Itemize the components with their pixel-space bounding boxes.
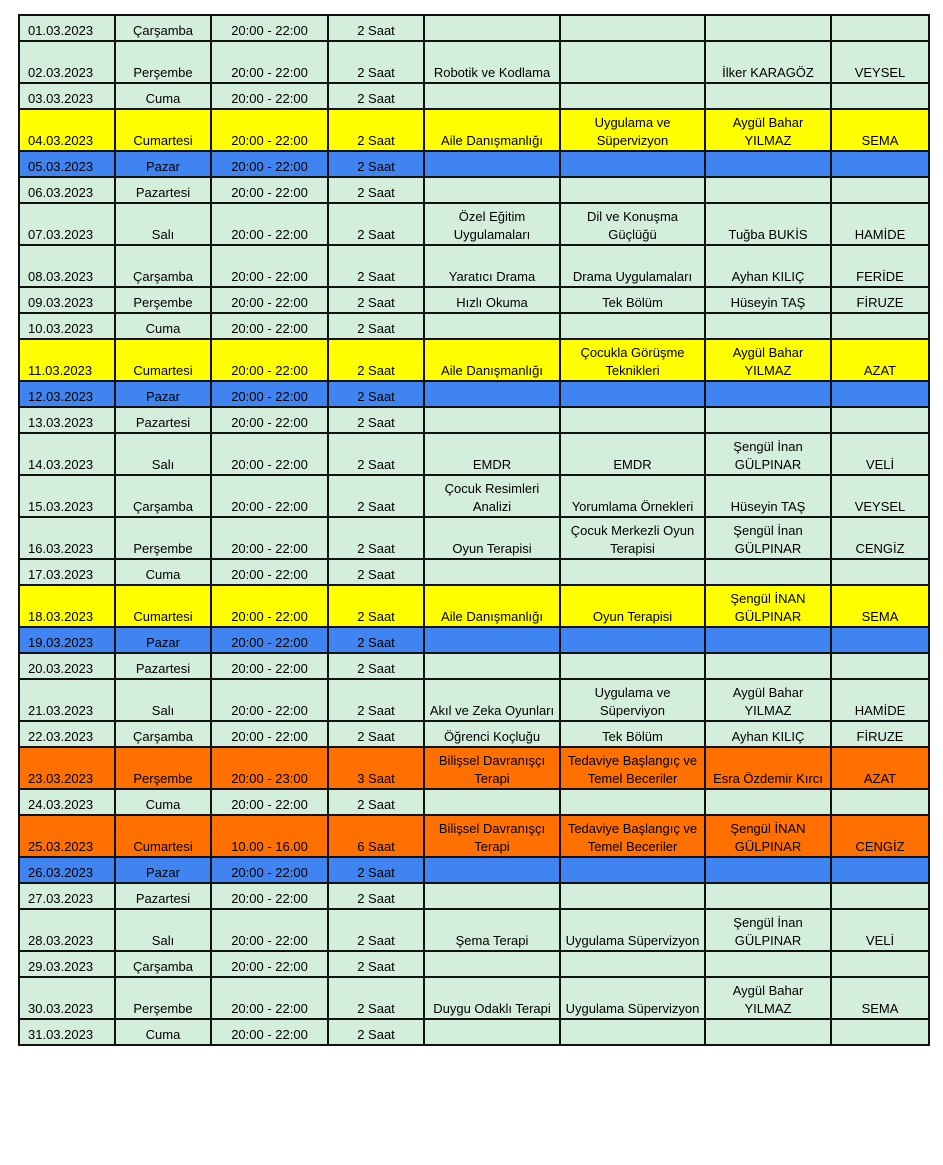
group-cell: SEMA — [831, 109, 929, 151]
table-row — [19, 433, 929, 475]
time-cell: 20:00 - 22:00 — [211, 951, 328, 977]
table-row — [19, 109, 929, 151]
date-cell: 24.03.2023 — [19, 789, 115, 815]
topic-cell: Aile Danışmanlığı — [424, 109, 560, 151]
trainer-cell: Şengül İNAN GÜLPINAR — [705, 815, 831, 857]
table-row — [19, 815, 929, 857]
date-cell: 20.03.2023 — [19, 653, 115, 679]
group-cell — [831, 951, 929, 977]
day-cell: Perşembe — [115, 287, 211, 313]
trainer-cell: Esra Özdemir Kırcı — [705, 747, 831, 789]
table-row — [19, 1019, 929, 1045]
topic-cell — [424, 15, 560, 41]
group-cell — [831, 653, 929, 679]
time-cell: 20:00 - 22:00 — [211, 517, 328, 559]
topic-cell: EMDR — [424, 433, 560, 475]
table-row — [19, 475, 929, 517]
time-cell: 20:00 - 22:00 — [211, 339, 328, 381]
table-row — [19, 177, 929, 203]
table-row — [19, 313, 929, 339]
subtopic-cell — [560, 381, 705, 407]
time-cell: 20:00 - 22:00 — [211, 653, 328, 679]
duration-cell: 2 Saat — [328, 679, 424, 721]
duration-cell: 2 Saat — [328, 151, 424, 177]
time-cell: 20:00 - 22:00 — [211, 679, 328, 721]
day-cell: Pazartesi — [115, 653, 211, 679]
topic-cell: Yaratıcı Drama — [424, 245, 560, 287]
topic-cell: Akıl ve Zeka Oyunları — [424, 679, 560, 721]
duration-cell: 2 Saat — [328, 721, 424, 747]
group-cell: CENGİZ — [831, 815, 929, 857]
date-cell: 05.03.2023 — [19, 151, 115, 177]
date-cell: 07.03.2023 — [19, 203, 115, 245]
date-cell: 22.03.2023 — [19, 721, 115, 747]
day-cell: Pazartesi — [115, 883, 211, 909]
day-cell: Çarşamba — [115, 475, 211, 517]
day-cell: Cumartesi — [115, 815, 211, 857]
day-cell: Perşembe — [115, 747, 211, 789]
trainer-cell — [705, 883, 831, 909]
subtopic-cell — [560, 653, 705, 679]
trainer-cell — [705, 857, 831, 883]
topic-cell — [424, 83, 560, 109]
date-cell: 27.03.2023 — [19, 883, 115, 909]
group-cell: VEYSEL — [831, 41, 929, 83]
subtopic-cell: Uygulama Süpervizyon — [560, 909, 705, 951]
date-cell: 03.03.2023 — [19, 83, 115, 109]
time-cell: 20:00 - 22:00 — [211, 475, 328, 517]
day-cell: Pazar — [115, 381, 211, 407]
table-row — [19, 721, 929, 747]
topic-cell: Aile Danışmanlığı — [424, 339, 560, 381]
date-cell: 26.03.2023 — [19, 857, 115, 883]
trainer-cell — [705, 653, 831, 679]
topic-cell — [424, 883, 560, 909]
duration-cell: 2 Saat — [328, 339, 424, 381]
topic-cell: Özel Eğitim Uygulamaları — [424, 203, 560, 245]
day-cell: Salı — [115, 433, 211, 475]
trainer-cell — [705, 177, 831, 203]
table-row — [19, 653, 929, 679]
time-cell: 20:00 - 22:00 — [211, 41, 328, 83]
time-cell: 20:00 - 23:00 — [211, 747, 328, 789]
time-cell: 20:00 - 22:00 — [211, 203, 328, 245]
subtopic-cell — [560, 83, 705, 109]
duration-cell: 2 Saat — [328, 1019, 424, 1045]
date-cell: 28.03.2023 — [19, 909, 115, 951]
group-cell — [831, 857, 929, 883]
time-cell: 20:00 - 22:00 — [211, 15, 328, 41]
day-cell: Cuma — [115, 313, 211, 339]
table-row — [19, 41, 929, 83]
date-cell: 23.03.2023 — [19, 747, 115, 789]
day-cell: Salı — [115, 909, 211, 951]
subtopic-cell — [560, 857, 705, 883]
topic-cell: Aile Danışmanlığı — [424, 585, 560, 627]
trainer-cell: Ayhan KILIÇ — [705, 721, 831, 747]
date-cell: 04.03.2023 — [19, 109, 115, 151]
trainer-cell: Aygül Bahar YILMAZ — [705, 109, 831, 151]
trainer-cell — [705, 83, 831, 109]
table-row — [19, 245, 929, 287]
group-cell — [831, 627, 929, 653]
time-cell: 20:00 - 22:00 — [211, 909, 328, 951]
date-cell: 21.03.2023 — [19, 679, 115, 721]
trainer-cell — [705, 407, 831, 433]
topic-cell: Çocuk Resimleri Analizi — [424, 475, 560, 517]
duration-cell: 2 Saat — [328, 789, 424, 815]
topic-cell — [424, 653, 560, 679]
trainer-cell: Tuğba BUKİS — [705, 203, 831, 245]
group-cell: HAMİDE — [831, 203, 929, 245]
topic-cell — [424, 381, 560, 407]
duration-cell: 2 Saat — [328, 883, 424, 909]
subtopic-cell: Oyun Terapisi — [560, 585, 705, 627]
day-cell: Cuma — [115, 559, 211, 585]
group-cell: VELİ — [831, 433, 929, 475]
subtopic-cell: Uygulama Süpervizyon — [560, 977, 705, 1019]
time-cell: 20:00 - 22:00 — [211, 245, 328, 287]
date-cell: 02.03.2023 — [19, 41, 115, 83]
time-cell: 20:00 - 22:00 — [211, 857, 328, 883]
day-cell: Perşembe — [115, 977, 211, 1019]
topic-cell: Bilişsel Davranışçı Terapi — [424, 747, 560, 789]
day-cell: Çarşamba — [115, 245, 211, 287]
day-cell: Çarşamba — [115, 15, 211, 41]
group-cell — [831, 559, 929, 585]
day-cell: Cumartesi — [115, 585, 211, 627]
day-cell: Pazar — [115, 857, 211, 883]
date-cell: 31.03.2023 — [19, 1019, 115, 1045]
topic-cell — [424, 857, 560, 883]
duration-cell: 6 Saat — [328, 815, 424, 857]
date-cell: 09.03.2023 — [19, 287, 115, 313]
duration-cell: 2 Saat — [328, 407, 424, 433]
date-cell: 13.03.2023 — [19, 407, 115, 433]
subtopic-cell: Tedaviye Başlangıç ve Temel Beceriler — [560, 747, 705, 789]
duration-cell: 2 Saat — [328, 977, 424, 1019]
group-cell — [831, 407, 929, 433]
table-row — [19, 909, 929, 951]
subtopic-cell — [560, 313, 705, 339]
duration-cell: 2 Saat — [328, 15, 424, 41]
time-cell: 20:00 - 22:00 — [211, 883, 328, 909]
subtopic-cell: Uygulama ve Süperviyon — [560, 679, 705, 721]
day-cell: Cuma — [115, 789, 211, 815]
topic-cell — [424, 407, 560, 433]
time-cell: 20:00 - 22:00 — [211, 177, 328, 203]
trainer-cell — [705, 1019, 831, 1045]
topic-cell — [424, 627, 560, 653]
duration-cell: 2 Saat — [328, 203, 424, 245]
table-row — [19, 287, 929, 313]
table-row — [19, 151, 929, 177]
duration-cell: 2 Saat — [328, 433, 424, 475]
day-cell: Salı — [115, 203, 211, 245]
subtopic-cell: Tek Bölüm — [560, 721, 705, 747]
subtopic-cell: Yorumlama Örnekleri — [560, 475, 705, 517]
duration-cell: 2 Saat — [328, 475, 424, 517]
duration-cell: 3 Saat — [328, 747, 424, 789]
table-row — [19, 339, 929, 381]
time-cell: 20:00 - 22:00 — [211, 721, 328, 747]
day-cell: Pazartesi — [115, 177, 211, 203]
topic-cell: Oyun Terapisi — [424, 517, 560, 559]
table-row — [19, 83, 929, 109]
group-cell: FİRUZE — [831, 721, 929, 747]
time-cell: 20:00 - 22:00 — [211, 585, 328, 627]
group-cell — [831, 789, 929, 815]
subtopic-cell — [560, 789, 705, 815]
table-row — [19, 857, 929, 883]
group-cell: SEMA — [831, 585, 929, 627]
group-cell: FİRUZE — [831, 287, 929, 313]
subtopic-cell: Drama Uygulamaları — [560, 245, 705, 287]
date-cell: 14.03.2023 — [19, 433, 115, 475]
group-cell — [831, 381, 929, 407]
date-cell: 16.03.2023 — [19, 517, 115, 559]
date-cell: 25.03.2023 — [19, 815, 115, 857]
table-row — [19, 517, 929, 559]
topic-cell — [424, 951, 560, 977]
subtopic-cell — [560, 41, 705, 83]
duration-cell: 2 Saat — [328, 517, 424, 559]
group-cell: SEMA — [831, 977, 929, 1019]
duration-cell: 2 Saat — [328, 83, 424, 109]
duration-cell: 2 Saat — [328, 653, 424, 679]
group-cell: AZAT — [831, 339, 929, 381]
day-cell: Perşembe — [115, 41, 211, 83]
duration-cell: 2 Saat — [328, 41, 424, 83]
date-cell: 08.03.2023 — [19, 245, 115, 287]
subtopic-cell: EMDR — [560, 433, 705, 475]
subtopic-cell — [560, 151, 705, 177]
table-row — [19, 203, 929, 245]
duration-cell: 2 Saat — [328, 177, 424, 203]
duration-cell: 2 Saat — [328, 287, 424, 313]
trainer-cell: Aygül Bahar YILMAZ — [705, 339, 831, 381]
table-row — [19, 679, 929, 721]
topic-cell: Duygu Odaklı Terapi — [424, 977, 560, 1019]
trainer-cell: Şengül İnan GÜLPINAR — [705, 433, 831, 475]
table-row — [19, 883, 929, 909]
day-cell: Pazar — [115, 151, 211, 177]
group-cell — [831, 151, 929, 177]
time-cell: 20:00 - 22:00 — [211, 313, 328, 339]
trainer-cell — [705, 313, 831, 339]
trainer-cell: Şengül İNAN GÜLPINAR — [705, 585, 831, 627]
subtopic-cell — [560, 407, 705, 433]
table-row — [19, 407, 929, 433]
topic-cell: Robotik ve Kodlama — [424, 41, 560, 83]
duration-cell: 2 Saat — [328, 109, 424, 151]
topic-cell — [424, 177, 560, 203]
topic-cell — [424, 559, 560, 585]
topic-cell: Öğrenci Koçluğu — [424, 721, 560, 747]
trainer-cell — [705, 627, 831, 653]
table-row — [19, 585, 929, 627]
table-row — [19, 381, 929, 407]
group-cell: CENGİZ — [831, 517, 929, 559]
date-cell: 18.03.2023 — [19, 585, 115, 627]
trainer-cell — [705, 789, 831, 815]
day-cell: Çarşamba — [115, 721, 211, 747]
group-cell — [831, 883, 929, 909]
topic-cell — [424, 789, 560, 815]
table-row — [19, 559, 929, 585]
duration-cell: 2 Saat — [328, 313, 424, 339]
duration-cell: 2 Saat — [328, 585, 424, 627]
trainer-cell — [705, 381, 831, 407]
trainer-cell: İlker KARAGÖZ — [705, 41, 831, 83]
group-cell — [831, 313, 929, 339]
group-cell: VEYSEL — [831, 475, 929, 517]
subtopic-cell: Çocukla Görüşme Teknikleri — [560, 339, 705, 381]
trainer-cell: Şengül İnan GÜLPINAR — [705, 517, 831, 559]
time-cell: 20:00 - 22:00 — [211, 559, 328, 585]
schedule-table — [18, 14, 930, 1046]
subtopic-cell: Uygulama ve Süpervizyon — [560, 109, 705, 151]
time-cell: 20:00 - 22:00 — [211, 287, 328, 313]
time-cell: 20:00 - 22:00 — [211, 977, 328, 1019]
time-cell: 20:00 - 22:00 — [211, 789, 328, 815]
trainer-cell — [705, 559, 831, 585]
date-cell: 29.03.2023 — [19, 951, 115, 977]
group-cell — [831, 1019, 929, 1045]
time-cell: 20:00 - 22:00 — [211, 83, 328, 109]
group-cell: VELİ — [831, 909, 929, 951]
day-cell: Cuma — [115, 1019, 211, 1045]
group-cell: AZAT — [831, 747, 929, 789]
subtopic-cell — [560, 177, 705, 203]
subtopic-cell — [560, 559, 705, 585]
duration-cell: 2 Saat — [328, 381, 424, 407]
day-cell: Pazar — [115, 627, 211, 653]
trainer-cell: Şengül İnan GÜLPINAR — [705, 909, 831, 951]
time-cell: 20:00 - 22:00 — [211, 433, 328, 475]
subtopic-cell: Tedaviye Başlangıç ve Temel Beceriler — [560, 815, 705, 857]
table-row — [19, 627, 929, 653]
group-cell — [831, 83, 929, 109]
day-cell: Perşembe — [115, 517, 211, 559]
schedule-body — [19, 15, 929, 1045]
time-cell: 20:00 - 22:00 — [211, 109, 328, 151]
subtopic-cell — [560, 951, 705, 977]
trainer-cell: Aygül Bahar YILMAZ — [705, 977, 831, 1019]
group-cell — [831, 177, 929, 203]
subtopic-cell — [560, 883, 705, 909]
time-cell: 20:00 - 22:00 — [211, 151, 328, 177]
date-cell: 12.03.2023 — [19, 381, 115, 407]
trainer-cell: Hüseyin TAŞ — [705, 475, 831, 517]
time-cell: 20:00 - 22:00 — [211, 381, 328, 407]
date-cell: 17.03.2023 — [19, 559, 115, 585]
trainer-cell — [705, 951, 831, 977]
subtopic-cell: Tek Bölüm — [560, 287, 705, 313]
date-cell: 19.03.2023 — [19, 627, 115, 653]
duration-cell: 2 Saat — [328, 627, 424, 653]
day-cell: Cumartesi — [115, 109, 211, 151]
table-row — [19, 15, 929, 41]
trainer-cell: Hüseyin TAŞ — [705, 287, 831, 313]
day-cell: Cuma — [115, 83, 211, 109]
subtopic-cell — [560, 1019, 705, 1045]
trainer-cell: Aygül Bahar YILMAZ — [705, 679, 831, 721]
group-cell — [831, 15, 929, 41]
table-row — [19, 789, 929, 815]
trainer-cell — [705, 151, 831, 177]
date-cell: 10.03.2023 — [19, 313, 115, 339]
topic-cell: Bilişsel Davranışçı Terapi — [424, 815, 560, 857]
day-cell: Çarşamba — [115, 951, 211, 977]
date-cell: 06.03.2023 — [19, 177, 115, 203]
date-cell: 15.03.2023 — [19, 475, 115, 517]
subtopic-cell: Dil ve Konuşma Güçlüğü — [560, 203, 705, 245]
subtopic-cell — [560, 15, 705, 41]
duration-cell: 2 Saat — [328, 909, 424, 951]
date-cell: 11.03.2023 — [19, 339, 115, 381]
subtopic-cell — [560, 627, 705, 653]
subtopic-cell: Çocuk Merkezli Oyun Terapisi — [560, 517, 705, 559]
day-cell: Pazartesi — [115, 407, 211, 433]
table-row — [19, 951, 929, 977]
table-row — [19, 977, 929, 1019]
topic-cell — [424, 313, 560, 339]
date-cell: 01.03.2023 — [19, 15, 115, 41]
group-cell: FERİDE — [831, 245, 929, 287]
topic-cell — [424, 151, 560, 177]
time-cell: 20:00 - 22:00 — [211, 1019, 328, 1045]
table-row — [19, 747, 929, 789]
date-cell: 30.03.2023 — [19, 977, 115, 1019]
group-cell: HAMİDE — [831, 679, 929, 721]
time-cell: 20:00 - 22:00 — [211, 627, 328, 653]
trainer-cell: Ayhan KILIÇ — [705, 245, 831, 287]
topic-cell: Şema Terapi — [424, 909, 560, 951]
topic-cell: Hızlı Okuma — [424, 287, 560, 313]
duration-cell: 2 Saat — [328, 245, 424, 287]
topic-cell — [424, 1019, 560, 1045]
trainer-cell — [705, 15, 831, 41]
day-cell: Cumartesi — [115, 339, 211, 381]
duration-cell: 2 Saat — [328, 857, 424, 883]
duration-cell: 2 Saat — [328, 559, 424, 585]
time-cell: 10.00 - 16.00 — [211, 815, 328, 857]
time-cell: 20:00 - 22:00 — [211, 407, 328, 433]
day-cell: Salı — [115, 679, 211, 721]
duration-cell: 2 Saat — [328, 951, 424, 977]
